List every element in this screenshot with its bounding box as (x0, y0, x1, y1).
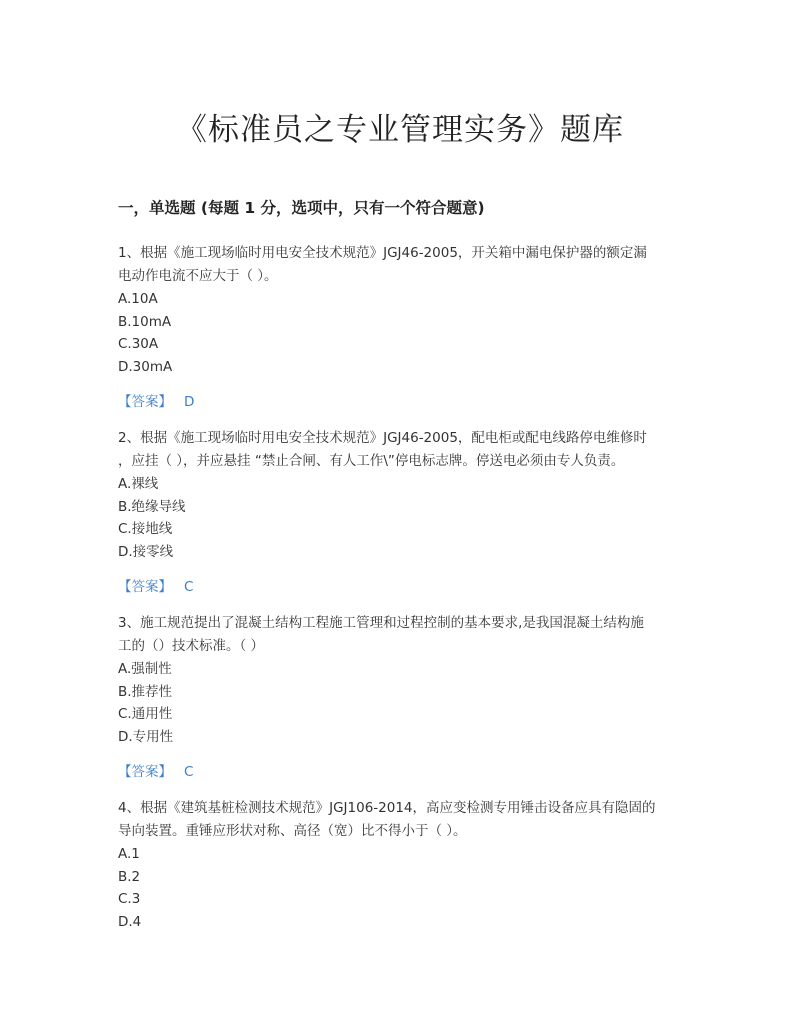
question-stem-line: 电动作电流不应大于（ ）。 (118, 268, 278, 284)
answer-line (118, 391, 688, 413)
answer-value: D (184, 394, 195, 410)
answer-line (118, 761, 688, 783)
option-d: D.专用性 (118, 728, 174, 745)
section-heading: 一，单选题 (每题 1 分，选项中，只有一个符合题意) (118, 199, 485, 217)
option-c: C.30A (118, 336, 159, 352)
question-1 (118, 242, 688, 413)
option-d: D.4 (118, 913, 142, 930)
question-stem-line: 3、施工规范提出了混凝土结构工程施工管理和过程控制的基本要求,是我国混凝土结构施 (118, 615, 644, 631)
option-a: A.裸线 (118, 476, 159, 492)
option-c: C.3 (118, 891, 141, 907)
option-d: D.接零线 (118, 543, 174, 560)
option-a: A.10A (118, 291, 158, 307)
option-a: A.1 (118, 846, 140, 862)
question-stem-line: ，应挂（ ），并应悬挂 “禁止合闸、有人工作\”停电标志牌。停送电必须由专人负责。 (118, 453, 625, 469)
question-stem-line: 4、根据《建筑基桩检测技术规范》JGJ106-2014，高应变检测专用锤击设备应具有隐固的 (118, 800, 656, 816)
option-d: D.30mA (118, 358, 173, 375)
question-stem-line: 导向装置。重锤应形状对称、高径（宽）比不得小于（ ）。 (118, 823, 467, 839)
option-b: B.推荐性 (118, 683, 173, 700)
question-3 (118, 612, 688, 783)
question-2 (118, 427, 688, 598)
option-b: B.10mA (118, 313, 172, 330)
option-b: B.2 (118, 868, 141, 885)
option-c: C.接地线 (118, 521, 173, 537)
answer-value: C (184, 764, 194, 780)
option-a: A.强制性 (118, 661, 172, 677)
option-b: B.绝缘导线 (118, 498, 186, 515)
answer-label: 【答案】 (118, 394, 172, 410)
question-stem-line: 2、根据《施工现场临时用电安全技术规范》JGJ46-2005，配电柜或配电线路停电维修时 (118, 430, 647, 446)
answer-label: 【答案】 (118, 579, 172, 595)
answer-label: 【答案】 (118, 764, 172, 780)
document-title: 《标准员之专业管理实务》题库 (176, 112, 624, 148)
option-c: C.通用性 (118, 706, 173, 722)
question-stem-line: 工的（）技术标准。（ ） (118, 638, 265, 654)
answer-line (118, 576, 688, 598)
answer-value: C (184, 579, 194, 595)
question-stem-line: 1、根据《施工现场临时用电安全技术规范》JGJ46-2005，开关箱中漏电保护器的额定漏 (118, 245, 647, 261)
question-4 (118, 797, 688, 933)
